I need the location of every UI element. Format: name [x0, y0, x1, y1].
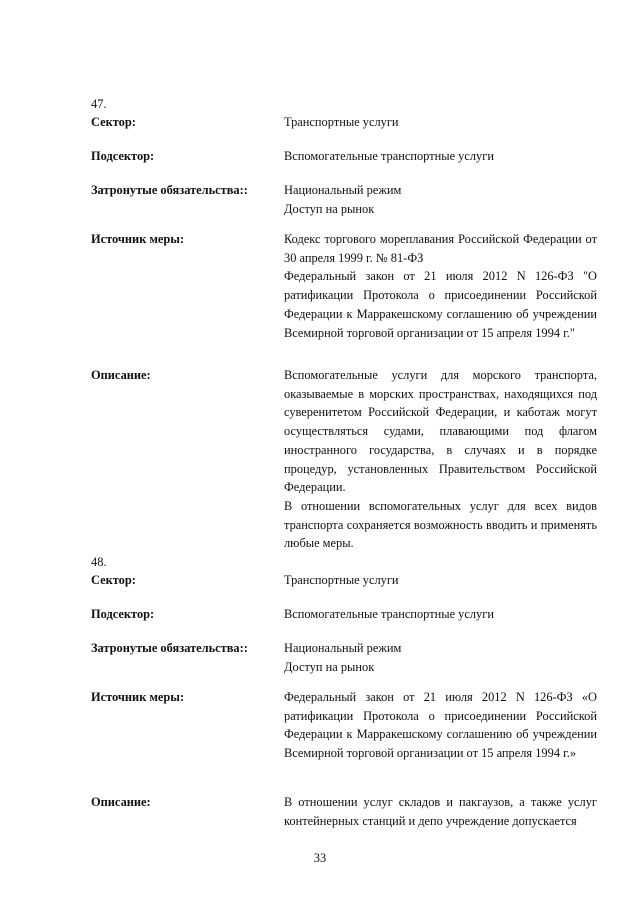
sector-value: Транспортные услуги: [284, 115, 399, 129]
description-value: [284, 366, 597, 553]
obligations-label: Затронутые обязательства::: [91, 641, 248, 655]
description-paragraph: Вспомогательные услуги для морского транспорта, оказываемые в морских пространствах, находящихся под суверенитетом Российской Федерации, и каботаж могут осуществляться судами, плавающими под флагом иностранного государства, в случаях и в порядке процедур, установленных Правительством Российской Федерации.: [284, 368, 597, 495]
obligation-item: Доступ на рынок: [284, 201, 375, 216]
source-label: Источник меры:: [91, 232, 185, 246]
subsector-label: Подсектор:: [91, 149, 155, 163]
sector-label: Сектор:: [91, 573, 136, 587]
subsector-value: Вспомогательные транспортные услуги: [284, 607, 494, 621]
description-paragraph: В отношении услуг складов и пакгаузов, а также услуг контейнерных станций и депо учреждение допускается: [284, 795, 597, 828]
sector-label: Сектор:: [91, 115, 136, 129]
description-value: [284, 793, 597, 830]
source-paragraph: Федеральный закон от 21 июля 2012 N 126-ФЗ «О ратификации Протокола о присоединении Российской Федерации к Марракешскому соглашению об учреждении Всемирной торговой организации от 15 апреля 1994 г.»: [284, 690, 597, 761]
subsector-label: Подсектор:: [91, 607, 155, 621]
source-label: Источник меры:: [91, 690, 185, 704]
source-value: [284, 688, 597, 763]
entry-number: 47.: [91, 97, 107, 111]
source-paragraph: Федеральный закон от 21 июля 2012 N 126-ФЗ "О ратификации Протокола о присоединении Российской Федерации к Марракешскому соглашению об учреждении Всемирной торговой организации от 15 апреля 1994 г.": [284, 269, 597, 340]
obligation-item: Доступ на рынок: [284, 659, 375, 674]
description-label: Описание:: [91, 368, 151, 382]
obligation-item: Национальный режим: [284, 641, 402, 655]
obligations-value: [284, 181, 597, 218]
page-number: 33: [313, 851, 327, 865]
subsector-value: Вспомогательные транспортные услуги: [284, 149, 494, 163]
entry-number: 48.: [91, 555, 107, 569]
obligations-value: [284, 639, 597, 676]
obligation-item: Национальный режим: [284, 183, 402, 197]
description-paragraph: В отношении вспомогательных услуг для всех видов транспорта сохраняется возможность вводить и применять любые меры.: [284, 498, 597, 551]
obligations-label: Затронутые обязательства::: [91, 183, 248, 197]
sector-value: Транспортные услуги: [284, 573, 399, 587]
source-value: [284, 230, 597, 342]
source-paragraph: Кодекс торгового мореплавания Российской Федерации от 30 апреля 1999 г. № 81-ФЗ: [284, 232, 597, 265]
description-label: Описание:: [91, 795, 151, 809]
